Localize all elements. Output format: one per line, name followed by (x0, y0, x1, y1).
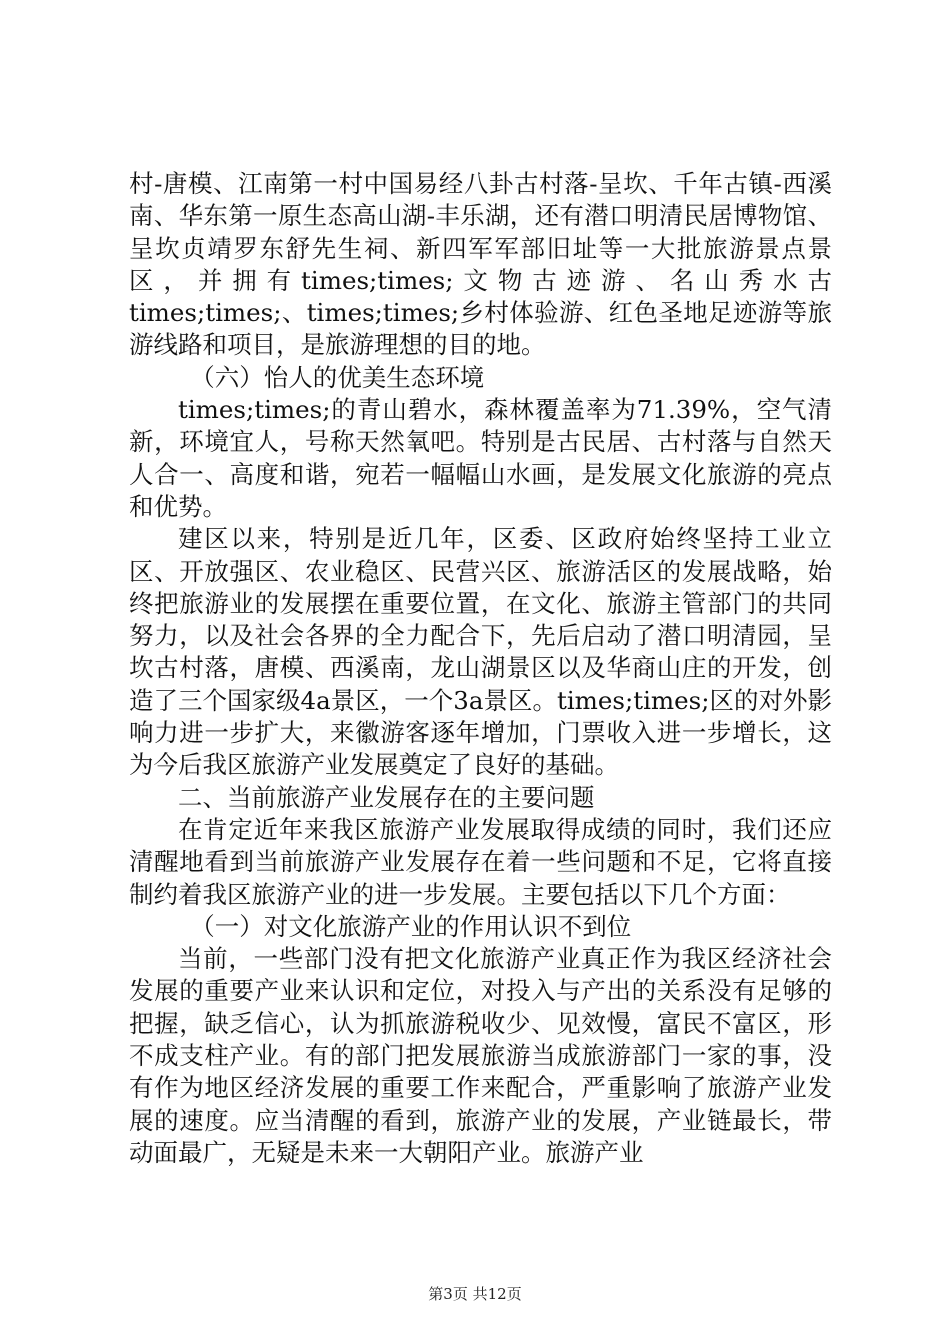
section-heading-problems: 二、当前旅游产业发展存在的主要问题 (178, 782, 595, 812)
section-heading-ecology: （六）怡人的优美生态环境 (190, 362, 485, 392)
paragraph-awareness: 当前，一些部门没有把文化旅游产业真正作为我区经济社会发展的重要产业来认识和定位，对投入与产出的关系没有足够的把握，缺乏信心，认为抓旅游税收少、见效慢，富民不富区，形不成支柱产业。有的部门把发展旅游当成旅游部门一家的事，没有作为地区经济发展的重要工作来配合，严重影响了旅游产业发展的速度。应当清醒的看到，旅游产业的发展，产业链最长，带动面最广，无疑是未来一大朝阳产业。旅游产业 (129, 944, 832, 1167)
paragraph-development: 建区以来，特别是近几年，区委、区政府始终坚持工业立区、开放强区、农业稳区、民营兴区、旅游活区的发展战略，始终把旅游业的发展摆在重要位置，在文化、旅游主管部门的共同努力，以及社会各界的全力配合下，先后启动了潜口明清园，呈坎古村落，唐模、西溪南，龙山湖景区以及华商山庄的开发，创造了三个国家级4a景区，一个3a景区。times;times;区的对外影响力进一步扩大，来徽游客逐年增加，门票收入进一步增长，这为今后我区旅游产业发展奠定了良好的基础。 (129, 524, 832, 780)
section-heading-awareness: （一）对文化旅游产业的作用认识不到位 (190, 911, 632, 941)
paragraph-ecology: times;times;的青山碧水，森林覆盖率为71.39%，空气清新，环境宜人，号称天然氧吧。特别是古民居、古村落与自然天人合一、高度和谐，宛若一幅幅山水画，是发展文化旅游的亮点和优势。 (129, 395, 832, 521)
paragraph-problems-intro: 在肯定近年来我区旅游产业发展取得成绩的同时，我们还应清醒地看到当前旅游产业发展存在着一些问题和不足，它将直接制约着我区旅游产业的进一步发展。主要包括以下几个方面： (129, 814, 832, 909)
document-body (129, 168, 832, 1169)
page-number-footer: 第3页 共12页 (428, 1285, 522, 1303)
paragraph-scenic-spots: 村-唐模、江南第一村中国易经八卦古村落-呈坎、千年古镇-西溪南、华东第一原生态高山湖-丰乐湖，还有潜口明清民居博物馆、呈坎贞靖罗东舒先生祠、新四军军部旧址等一大批旅游景点景区，并拥有times;times;文物古迹游、名山秀水古times;times;、times;times;乡村体验游、红色圣地足迹游等旅游线路和项目，是旅游理想的目的地。 (129, 169, 832, 360)
